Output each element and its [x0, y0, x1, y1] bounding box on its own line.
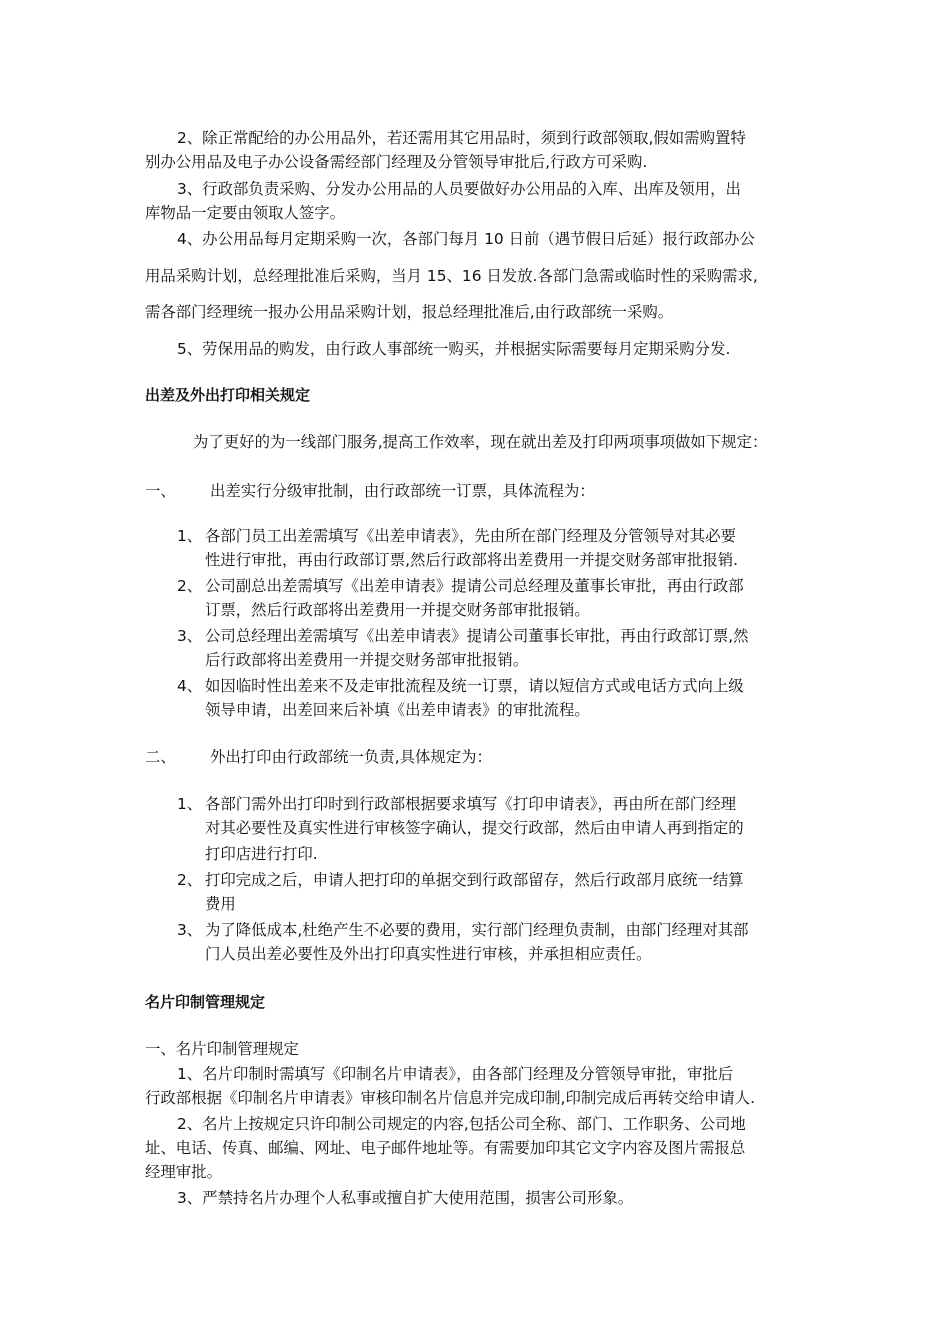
item-number: 3、 [177, 627, 203, 645]
part-title: 出差实行分级审批制，由行政部统一订票，具体流程为： [210, 482, 595, 500]
paragraph-line: 需各部门经理统一报办公用品采购计划，报总经理批准后,由行政部统一采购。 [145, 303, 674, 321]
item-line: 如因临时性出差来不及走审批流程及统一订票，请以短信方式或电话方式向上级 [205, 677, 744, 695]
paragraph-line: 库物品一定要由领取人签字。 [145, 204, 346, 222]
item-line: 对其必要性及真实性进行审核签字确认，提交行政部，然后由申请人再到指定的 [205, 819, 744, 837]
paragraph-line: 1、名片印制时需填写《印制名片申请表》，由各部门经理及分管领导审批，审批后 [177, 1065, 734, 1083]
item-line: 后行政部将出差费用一并提交财务部审批报销。 [205, 651, 529, 669]
section-heading: 出差及外出打印相关规定 [145, 386, 311, 404]
paragraph-line: 5、劳保用品的购发，由行政人事部统一购买，并根据实际需要每月定期采购分发. [177, 340, 731, 358]
part-number: 二、 [145, 748, 176, 766]
item-line: 各部门需外出打印时到行政部根据要求填写《打印申请表》，再由所在部门经理 [205, 795, 736, 813]
paragraph-line: 2、除正常配给的办公用品外，若还需用其它用品时，须到行政部领取,假如需购置特 [177, 129, 746, 147]
item-number: 2、 [177, 871, 203, 889]
item-number: 3、 [177, 921, 203, 939]
paragraph-line: 经理审批。 [145, 1163, 222, 1181]
section-intro: 为了更好的为一线部门服务,提高工作效率，现在就出差及打印两项事项做如下规定： [193, 433, 768, 451]
part-number: 一、 [145, 482, 176, 500]
item-line: 门人员出差必要性及外出打印真实性进行审核，并承担相应责任。 [205, 945, 652, 963]
paragraph-line: 别办公用品及电子办公设备需经部门经理及分管领导审批后,行政方可采购. [145, 153, 648, 171]
item-line: 订票，然后行政部将出差费用一并提交财务部审批报销。 [205, 601, 590, 619]
item-line: 为了降低成本,杜绝产生不必要的费用，实行部门经理负责制，由部门经理对其部 [205, 921, 749, 939]
paragraph-line: 4、办公用品每月定期采购一次，各部门每月 10 日前（遇节假日后延）报行政部办公 [177, 230, 755, 248]
paragraph-line: 用品采购计划，总经理批准后采购，当月 15、16 日发放.各部门急需或临时性的采购需求, [145, 267, 758, 285]
item-number: 1、 [177, 527, 203, 545]
item-line: 打印完成之后，申请人把打印的单据交到行政部留存，然后行政部月底统一结算 [205, 871, 744, 889]
paragraph-line: 3、行政部负责采购、分发办公用品的人员要做好办公用品的入库、出库及领用，出 [177, 180, 741, 198]
item-number: 1、 [177, 795, 203, 813]
item-line: 各部门员工出差需填写《出差申请表》，先由所在部门经理及分管领导对其必要 [205, 527, 736, 545]
item-number: 2、 [177, 577, 203, 595]
part-title: 外出打印由行政部统一负责,具体规定为： [210, 748, 492, 766]
item-number: 4、 [177, 677, 203, 695]
paragraph-line: 址、电话、传真、邮编、网址、电子邮件地址等。有需要加印其它文字内容及图片需报总 [145, 1139, 746, 1157]
paragraph-line: 2、名片上按规定只许印制公司规定的内容,包括公司全称、部门、工作职务、公司地 [177, 1115, 746, 1133]
item-line: 公司总经理出差需填写《出差申请表》提请公司董事长审批，再由行政部订票,然 [205, 627, 749, 645]
paragraph-line: 3、严禁持名片办理个人私事或擅自扩大使用范围，损害公司形象。 [177, 1189, 634, 1207]
item-line: 性进行审批，再由行政部订票,然后行政部将出差费用一并提交财务部审批报销. [205, 551, 739, 569]
item-line: 打印店进行打印. [205, 845, 318, 863]
item-line: 公司副总出差需填写《出差申请表》提请公司总经理及董事长审批，再由行政部 [205, 577, 744, 595]
item-line: 费用 [205, 895, 236, 913]
section-heading: 名片印制管理规定 [145, 993, 266, 1011]
item-line: 领导申请，出差回来后补填《出差申请表》的审批流程。 [205, 701, 590, 719]
paragraph-line: 行政部根据《印制名片申请表》审核印制名片信息并完成印制,印制完成后再转交给申请人. [145, 1089, 756, 1107]
subsection-title: 一、名片印制管理规定 [145, 1040, 299, 1058]
